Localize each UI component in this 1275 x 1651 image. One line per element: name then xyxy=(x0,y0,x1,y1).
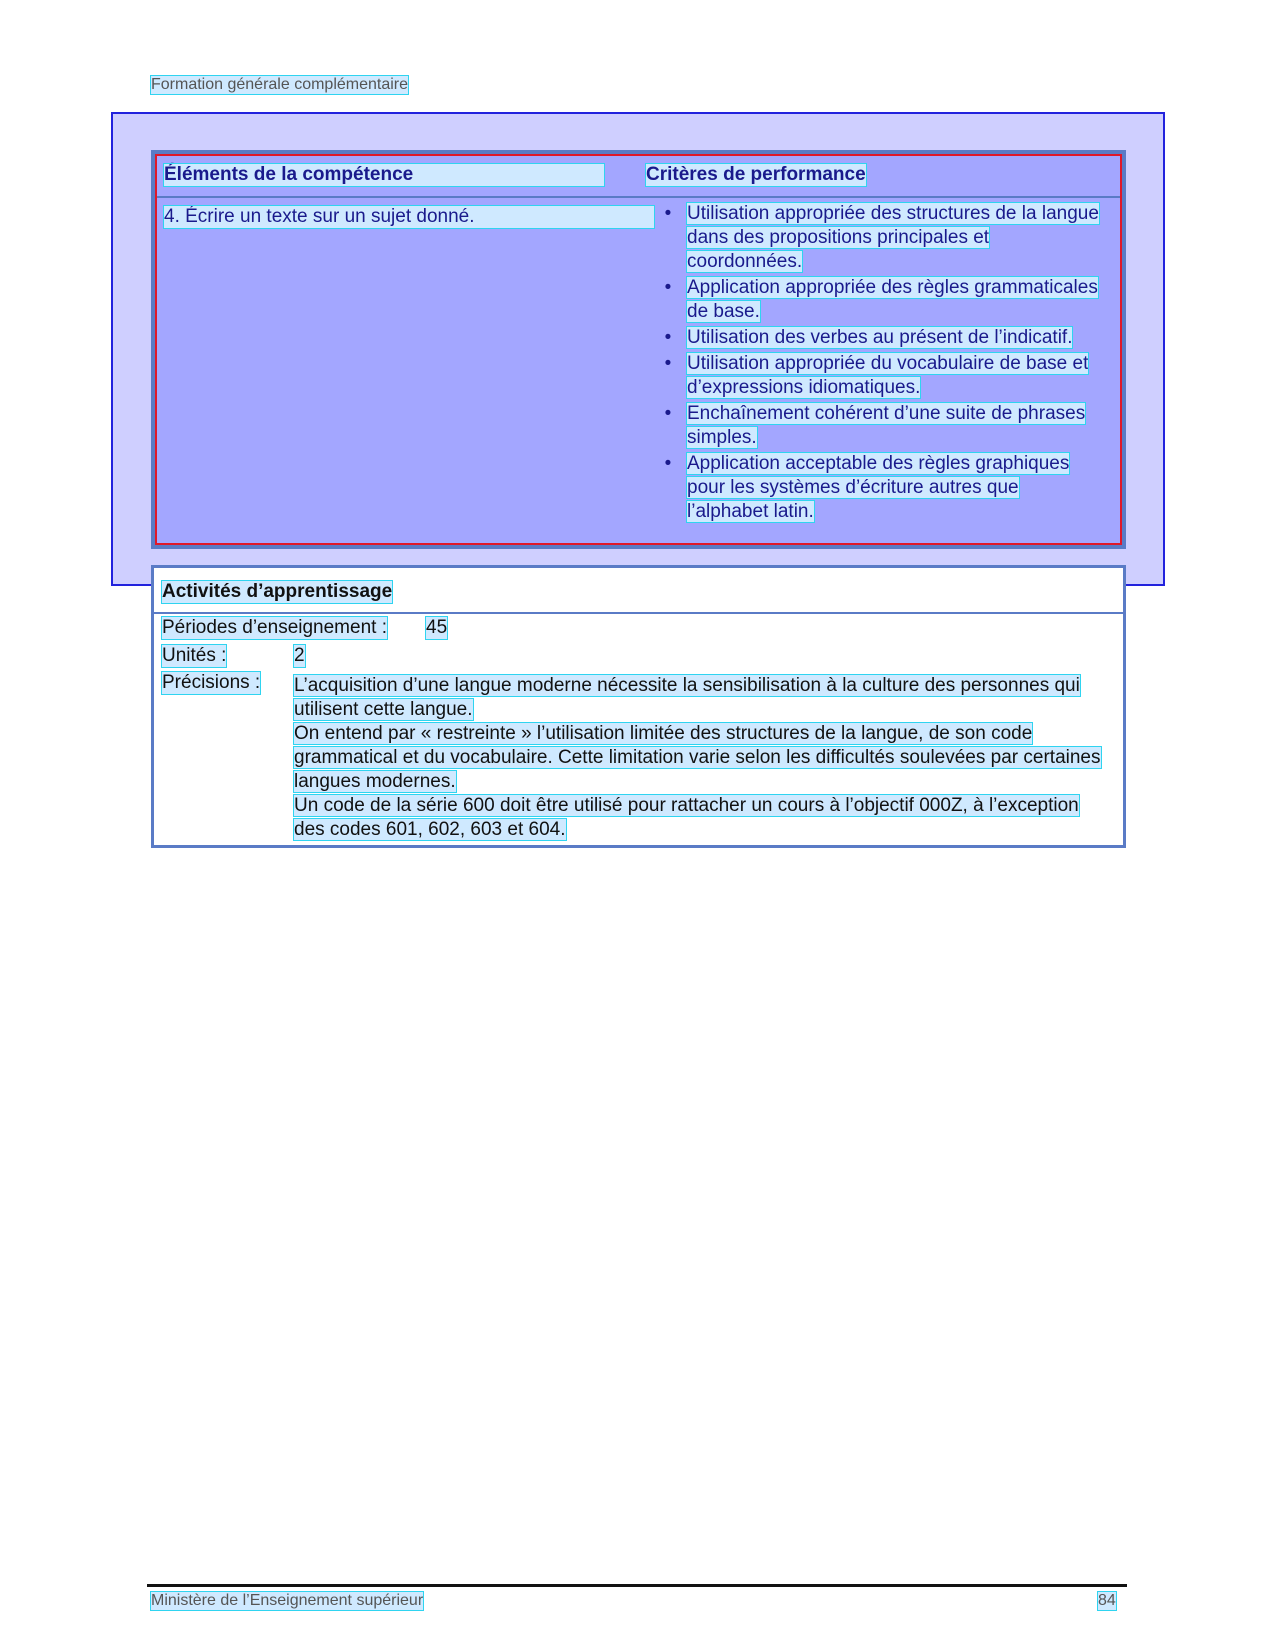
activities-title: Activités d’apprentissage xyxy=(162,581,393,602)
bullet-icon: • xyxy=(664,277,672,298)
competence-table-inner xyxy=(155,154,1122,545)
bullet-icon: • xyxy=(664,353,672,374)
criteria-item xyxy=(664,202,1102,274)
criteria-item xyxy=(664,452,1102,524)
criteria-text: Application acceptable des règles graphiques pour les systèmes d’écriture autres que l’alphabet latin. xyxy=(687,453,1070,522)
bullet-icon: • xyxy=(664,327,672,348)
page-number: 84 xyxy=(1098,1592,1116,1609)
footer-divider xyxy=(147,1584,1127,1587)
footer-ministry: Ministère de l’Enseignement supérieur xyxy=(151,1592,424,1609)
units-label: Unités : xyxy=(162,645,227,666)
page-header-title: Formation générale complémentaire xyxy=(151,76,409,93)
precisions-label: Précisions : xyxy=(162,672,261,693)
activities-header xyxy=(154,568,1123,614)
precisions-text xyxy=(294,674,1114,842)
bullet-icon: • xyxy=(664,203,672,224)
criteria-text: Enchaînement cohérent d’une suite de phrases simples. xyxy=(687,403,1086,448)
criteria-text: Utilisation appropriée des structures de la langue dans des propositions principales et coordonnées. xyxy=(687,203,1099,272)
precision-paragraph: On entend par « restreinte » l’utilisation limitée des structures de la langue, de son code grammatical et du vocabulaire. Cette limitation varie selon les difficultés soulevées par certaines langues modernes. xyxy=(294,723,1101,792)
precision-paragraph: Un code de la série 600 doit être utilisé pour rattacher un cours à l’objectif 000Z, à l’exception des codes 601, 602, 603 et 604. xyxy=(294,795,1079,840)
criteria-item xyxy=(664,326,1102,350)
criteria-text: Application appropriée des règles grammaticales de base. xyxy=(687,277,1098,322)
competence-table-header xyxy=(157,156,1120,198)
criteria-item xyxy=(664,402,1102,450)
criteria-text: Utilisation des verbes au présent de l’indicatif. xyxy=(687,327,1073,348)
criteria-item xyxy=(664,352,1102,400)
bullet-icon: • xyxy=(664,403,672,424)
criteria-list xyxy=(664,202,1102,526)
units-value: 2 xyxy=(294,645,305,666)
precision-paragraph: L’acquisition d’une langue moderne nécessite la sensibilisation à la culture des personnes qui utilisent cette langue. xyxy=(294,675,1080,720)
column-header-elements: Éléments de la compétence xyxy=(164,164,604,186)
criteria-item xyxy=(664,276,1102,324)
activities-table xyxy=(151,565,1126,848)
bullet-icon: • xyxy=(664,453,672,474)
periods-label: Périodes d’enseignement : xyxy=(162,617,387,638)
periods-value: 45 xyxy=(426,617,448,638)
criteria-text: Utilisation appropriée du vocabulaire de base et d’expressions idiomatiques. xyxy=(687,353,1089,398)
competence-table xyxy=(151,150,1126,549)
competence-element: 4. Écrire un texte sur un sujet donné. xyxy=(164,206,654,228)
column-header-criteria: Critères de performance xyxy=(646,164,866,185)
